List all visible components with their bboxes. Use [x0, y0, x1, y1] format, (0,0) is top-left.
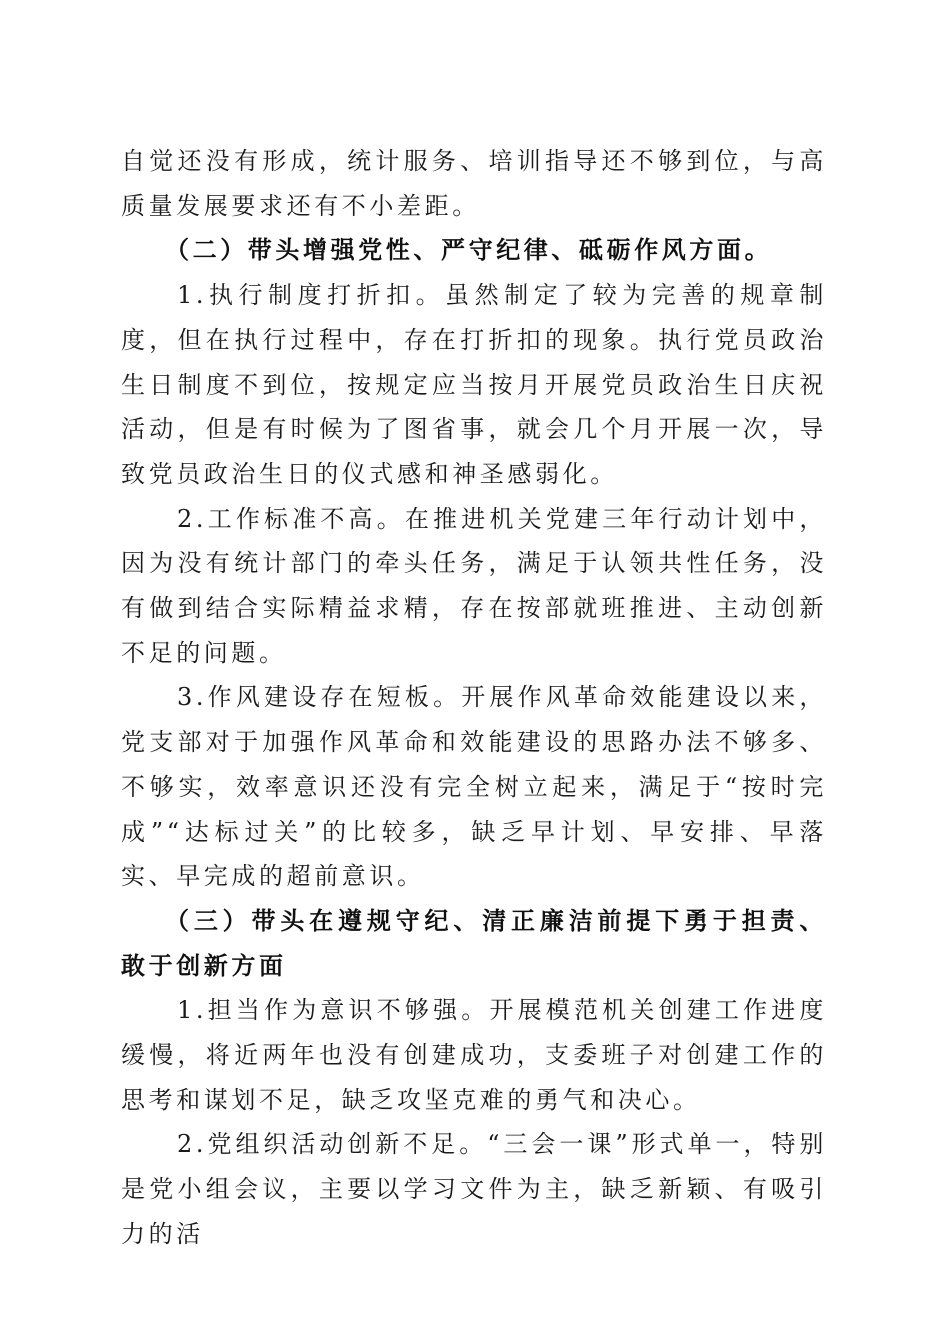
section-heading-2: （二）带头增强党性、严守纪律、砥砺作风方面。: [165, 235, 773, 265]
paragraph-continued: 自觉还没有形成，统计服务、培训指导还不够到位，与高质量发展要求还有不小差距。: [121, 147, 827, 220]
document-page: [121, 139, 827, 1257]
item-paragraph: 3.作风建设存在短板。开展作风革命效能建设以来，党支部对于加强作风革命和效能建设的思路办法不够多、不够实，效率意识还没有完全树立起来，满足于“按时完成”“达标过关”的比较多，缺乏早计划、早安排、早落实、早完成的超前意识。: [121, 683, 827, 891]
item-paragraph: 1.执行制度打折扣。虽然制定了较为完善的规章制度，但在执行过程中，存在打折扣的现象。执行党员政治生日制度不到位，按规定应当按月开展党员政治生日庆祝活动，但是有时候为了图省事，就会几个月开展一次，导致党员政治生日的仪式感和神圣感弱化。: [121, 281, 827, 488]
item-paragraph: 2.工作标准不高。在推进机关党建三年行动计划中，因为没有统计部门的牵头任务，满足于认领共性任务，没有做到结合实际精益求精，存在按部就班推进、主动创新不足的问题。: [121, 504, 827, 667]
section-heading-3: （三）带头在遵规守纪、清正廉洁前提下勇于担责、敢于创新方面: [121, 905, 827, 980]
item-paragraph: 2.党组织活动创新不足。“三会一课”形式单一，特别是党小组会议，主要以学习文件为主，缺乏新颖、有吸引力的活: [121, 1130, 827, 1248]
item-paragraph: 1.担当作为意识不够强。开展模范机关创建工作进度缓慢，将近两年也没有创建成功，支委班子对创建工作的思考和谋划不足，缺乏攻坚克难的勇气和决心。: [121, 996, 827, 1114]
